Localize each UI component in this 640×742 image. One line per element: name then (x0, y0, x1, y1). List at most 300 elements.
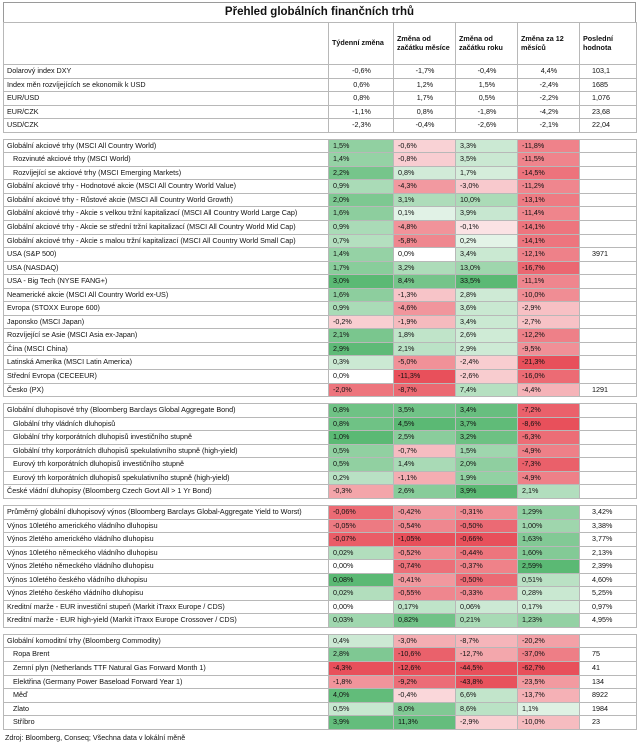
row-label: Výnos 10letého českého vládního dluhopisu (4, 573, 329, 587)
section-spacer (4, 627, 637, 634)
last-value-cell: 2,13% (580, 546, 637, 560)
ytd-change-cell: -43,8% (456, 675, 518, 689)
table-row (4, 302, 637, 316)
change-12m-cell: -4,9% (518, 444, 580, 458)
last-value-cell (580, 261, 637, 275)
ytd-change-cell: -0,37% (456, 560, 518, 574)
table-row (4, 505, 637, 519)
mtd-change-cell: 0,82% (394, 614, 456, 628)
row-label: Česko (PX) (4, 383, 329, 397)
row-label: Globální komoditní trhy (Bloomberg Commodity) (4, 634, 329, 648)
table-row (4, 689, 637, 703)
row-label: Neamerické akcie (MSCI All Country World ex-US) (4, 288, 329, 302)
mtd-change-cell: -1,9% (394, 315, 456, 329)
weekly-change-cell: 1,5% (329, 139, 394, 153)
mtd-change-cell: -1,7% (394, 65, 456, 79)
weekly-change-cell: 0,7% (329, 234, 394, 248)
change-12m-cell: -16,0% (518, 370, 580, 384)
weekly-change-cell: -0,3% (329, 485, 394, 499)
change-12m-cell: -14,1% (518, 234, 580, 248)
change-12m-cell: -6,3% (518, 431, 580, 445)
table-row (4, 166, 637, 180)
mtd-change-cell: 2,6% (394, 485, 456, 499)
ytd-change-cell: -0,1% (456, 221, 518, 235)
ytd-change-cell: 0,21% (456, 614, 518, 628)
spacer-cell (580, 498, 637, 505)
row-label: Výnos 2letého německého vládního dluhopisu (4, 560, 329, 574)
row-label: Index měn rozvíjejících se ekonomik k USD (4, 78, 329, 92)
weekly-change-cell: 0,02% (329, 546, 394, 560)
table-row (4, 248, 637, 262)
row-label: Čína (MSCI China) (4, 342, 329, 356)
mtd-change-cell: 8,0% (394, 702, 456, 716)
weekly-change-cell: -0,07% (329, 533, 394, 547)
last-value-cell: 1291 (580, 383, 637, 397)
table-row (4, 275, 637, 289)
weekly-change-cell: 0,8% (329, 404, 394, 418)
last-value-cell: 8922 (580, 689, 637, 703)
weekly-change-cell: 2,0% (329, 193, 394, 207)
table-row (4, 234, 637, 248)
table-row (4, 139, 637, 153)
ytd-change-cell: 3,4% (456, 404, 518, 418)
table-row (4, 193, 637, 207)
last-value-cell (580, 139, 637, 153)
row-label: Stříbro (4, 716, 329, 730)
row-label: Dolarový index DXY (4, 65, 329, 79)
mtd-change-cell: 3,1% (394, 193, 456, 207)
table-row (4, 702, 637, 716)
row-label: Rozvíjející se akciové trhy (MSCI Emerging Markets) (4, 166, 329, 180)
row-label: Zemní plyn (Netherlands TTF Natural Gas Forward Month 1) (4, 661, 329, 675)
mtd-change-cell: -1,3% (394, 288, 456, 302)
change-12m-cell: -12,1% (518, 248, 580, 262)
change-12m-cell: -14,5% (518, 166, 580, 180)
row-label: USA - Big Tech (NYSE FANG+) (4, 275, 329, 289)
table-row (4, 587, 637, 601)
table-row (4, 207, 637, 221)
spacer-cell (329, 627, 394, 634)
row-label: Střední Evropa (CECEEUR) (4, 370, 329, 384)
last-value-cell (580, 180, 637, 194)
table-row (4, 342, 637, 356)
table-row (4, 444, 637, 458)
change-12m-cell: -11,2% (518, 180, 580, 194)
mtd-change-cell: -1,1% (394, 471, 456, 485)
spacer-cell (456, 397, 518, 404)
last-value-cell (580, 404, 637, 418)
change-12m-cell: -16,7% (518, 261, 580, 275)
last-value-cell (580, 356, 637, 370)
mtd-change-cell: -0,8% (394, 153, 456, 167)
last-value-cell: 75 (580, 648, 637, 662)
weekly-change-cell: 0,5% (329, 458, 394, 472)
weekly-change-cell: 1,6% (329, 288, 394, 302)
ytd-change-cell: 2,9% (456, 342, 518, 356)
change-12m-cell: -10,0% (518, 716, 580, 730)
row-label: EUR/CZK (4, 105, 329, 119)
weekly-change-cell: -2,3% (329, 119, 394, 133)
ytd-change-cell: 0,2% (456, 234, 518, 248)
row-label: Rozvinuté akciové trhy (MSCI World) (4, 153, 329, 167)
mtd-change-cell: 4,5% (394, 417, 456, 431)
ytd-change-cell: 3,5% (456, 153, 518, 167)
row-label: USD/CZK (4, 119, 329, 133)
weekly-change-cell: 0,5% (329, 444, 394, 458)
weekly-change-cell: 3,0% (329, 275, 394, 289)
ytd-change-cell: -2,9% (456, 716, 518, 730)
weekly-change-cell: -1,1% (329, 105, 394, 119)
mtd-change-cell: -10,6% (394, 648, 456, 662)
change-12m-cell: -9,5% (518, 342, 580, 356)
table-row (4, 356, 637, 370)
ytd-change-cell: -2,4% (456, 356, 518, 370)
weekly-change-cell: 2,9% (329, 342, 394, 356)
weekly-change-cell: 0,5% (329, 702, 394, 716)
header-mtd: Změna od začátku měsíce (394, 23, 456, 65)
last-value-cell: 1,076 (580, 92, 637, 106)
mtd-change-cell: 8,4% (394, 275, 456, 289)
ytd-change-cell: -8,7% (456, 634, 518, 648)
table-row (4, 648, 637, 662)
table-row (4, 675, 637, 689)
table-row (4, 261, 637, 275)
spacer-cell (518, 627, 580, 634)
header-weekly: Týdenní změna (329, 23, 394, 65)
ytd-change-cell: 8,6% (456, 702, 518, 716)
weekly-change-cell: 0,8% (329, 92, 394, 106)
row-label: USA (S&P 500) (4, 248, 329, 262)
ytd-change-cell: 2,8% (456, 288, 518, 302)
section-spacer (4, 132, 637, 139)
ytd-change-cell: 7,4% (456, 383, 518, 397)
weekly-change-cell: -0,6% (329, 65, 394, 79)
spacer-cell (394, 132, 456, 139)
last-value-cell (580, 342, 637, 356)
last-value-cell (580, 234, 637, 248)
last-value-cell: 41 (580, 661, 637, 675)
ytd-change-cell: 1,9% (456, 471, 518, 485)
change-12m-cell: -4,2% (518, 105, 580, 119)
last-value-cell: 2,39% (580, 560, 637, 574)
last-value-cell (580, 458, 637, 472)
change-12m-cell: 2,1% (518, 485, 580, 499)
weekly-change-cell: 0,0% (329, 370, 394, 384)
change-12m-cell: 1,63% (518, 533, 580, 547)
weekly-change-cell: 2,8% (329, 648, 394, 662)
mtd-change-cell: 1,7% (394, 92, 456, 106)
spacer-cell (518, 498, 580, 505)
change-12m-cell: -10,0% (518, 288, 580, 302)
mtd-change-cell: 1,4% (394, 458, 456, 472)
mtd-change-cell: -0,4% (394, 689, 456, 703)
last-value-cell: 3,38% (580, 519, 637, 533)
last-value-cell (580, 207, 637, 221)
mtd-change-cell: 1,2% (394, 78, 456, 92)
weekly-change-cell: 1,7% (329, 261, 394, 275)
spacer-cell (518, 132, 580, 139)
last-value-cell (580, 275, 637, 289)
row-label: Průměrný globální dluhopisový výnos (Bloomberg Barclays Global-Aggregate Yield to Worst) (4, 505, 329, 519)
row-label: Globální akciové trhy (MSCI All Country World) (4, 139, 329, 153)
change-12m-cell: -2,4% (518, 78, 580, 92)
row-label: Globální akciové trhy - Akcie s malou tržní kapitalizací (MSCI All Country World Small Cap) (4, 234, 329, 248)
ytd-change-cell: 3,4% (456, 315, 518, 329)
table-row (4, 105, 637, 119)
ytd-change-cell: 0,5% (456, 92, 518, 106)
last-value-cell (580, 153, 637, 167)
last-value-cell: 3,77% (580, 533, 637, 547)
table-row (4, 383, 637, 397)
row-label: Globální trhy korporátních dluhopisů investičního stupně (4, 431, 329, 445)
last-value-cell (580, 166, 637, 180)
last-value-cell: 0,97% (580, 600, 637, 614)
table-row (4, 471, 637, 485)
ytd-change-cell: 1,5% (456, 78, 518, 92)
table-row (4, 661, 637, 675)
ytd-change-cell: 2,6% (456, 329, 518, 343)
row-label: Globální akciové trhy - Akcie se střední tržní kapitalizací (MSCI All Country World Mid Cap) (4, 221, 329, 235)
last-value-cell: 4,95% (580, 614, 637, 628)
table-row (4, 92, 637, 106)
last-value-cell (580, 431, 637, 445)
table-row (4, 404, 637, 418)
spacer-cell (4, 397, 329, 404)
row-label: Globální akciové trhy - Akcie s velkou tržní kapitalizací (MSCI All Country World Large Cap) (4, 207, 329, 221)
row-label: Eurový trh korporátních dluhopisů spekulativního stupně (high-yield) (4, 471, 329, 485)
header-label (4, 23, 329, 65)
table-row (4, 634, 637, 648)
ytd-change-cell: 3,9% (456, 485, 518, 499)
ytd-change-cell: -0,31% (456, 505, 518, 519)
header-row (4, 23, 637, 65)
row-label: Kreditní marže - EUR investiční stupeň (Markit iTraxx Europe / CDS) (4, 600, 329, 614)
section-spacer (4, 397, 637, 404)
weekly-change-cell: -4,3% (329, 661, 394, 675)
last-value-cell: 1984 (580, 702, 637, 716)
last-value-cell: 5,25% (580, 587, 637, 601)
table-row (4, 485, 637, 499)
table-row (4, 716, 637, 730)
mtd-change-cell: -0,4% (394, 119, 456, 133)
change-12m-cell: -13,1% (518, 193, 580, 207)
ytd-change-cell: 3,3% (456, 139, 518, 153)
last-value-cell: 3,42% (580, 505, 637, 519)
row-label: EUR/USD (4, 92, 329, 106)
ytd-change-cell: -3,0% (456, 180, 518, 194)
weekly-change-cell: -2,0% (329, 383, 394, 397)
mtd-change-cell: -0,55% (394, 587, 456, 601)
change-12m-cell: -12,2% (518, 329, 580, 343)
ytd-change-cell: 33,5% (456, 275, 518, 289)
spacer-cell (580, 627, 637, 634)
ytd-change-cell: -0,33% (456, 587, 518, 601)
ytd-change-cell: 0,06% (456, 600, 518, 614)
change-12m-cell: -2,2% (518, 92, 580, 106)
mtd-change-cell: -4,8% (394, 221, 456, 235)
ytd-change-cell: -2,6% (456, 370, 518, 384)
table-row (4, 417, 637, 431)
spacer-cell (4, 132, 329, 139)
mtd-change-cell: 0,17% (394, 600, 456, 614)
spacer-cell (394, 397, 456, 404)
row-label: Globální akciové trhy - Hodnotové akcie (MSCI All Country World Value) (4, 180, 329, 194)
change-12m-cell: -2,7% (518, 315, 580, 329)
change-12m-cell: -8,6% (518, 417, 580, 431)
table-row (4, 153, 637, 167)
change-12m-cell: 4,4% (518, 65, 580, 79)
mtd-change-cell: 0,8% (394, 105, 456, 119)
weekly-change-cell: 0,02% (329, 587, 394, 601)
last-value-cell (580, 370, 637, 384)
weekly-change-cell: 0,00% (329, 600, 394, 614)
mtd-change-cell: -8,7% (394, 383, 456, 397)
last-value-cell: 23,68 (580, 105, 637, 119)
change-12m-cell: 0,17% (518, 600, 580, 614)
table-row (4, 65, 637, 79)
row-label: Eurový trh korporátních dluhopisů investičního stupně (4, 458, 329, 472)
change-12m-cell: -7,2% (518, 404, 580, 418)
last-value-cell (580, 634, 637, 648)
table-row (4, 546, 637, 560)
mtd-change-cell: -0,7% (394, 444, 456, 458)
ytd-change-cell: -0,44% (456, 546, 518, 560)
row-label: Globální akciové trhy - Růstové akcie (MSCI All Country World Growth) (4, 193, 329, 207)
spacer-cell (4, 498, 329, 505)
mtd-change-cell: 1,8% (394, 329, 456, 343)
ytd-change-cell: -44,5% (456, 661, 518, 675)
weekly-change-cell: 0,9% (329, 221, 394, 235)
row-label: České vládní dluhopisy (Bloomberg Czech Govt All > 1 Yr Bond) (4, 485, 329, 499)
spacer-cell (580, 397, 637, 404)
last-value-cell: 23 (580, 716, 637, 730)
mtd-change-cell: 0,0% (394, 248, 456, 262)
row-label: Ropa Brent (4, 648, 329, 662)
weekly-change-cell: 0,4% (329, 634, 394, 648)
change-12m-cell: -4,4% (518, 383, 580, 397)
weekly-change-cell: 4,0% (329, 689, 394, 703)
change-12m-cell: -11,5% (518, 153, 580, 167)
header-12m: Změna za 12 měsíců (518, 23, 580, 65)
row-label: Měď (4, 689, 329, 703)
row-label: Výnos 2letého českého vládního dluhopisu (4, 587, 329, 601)
ytd-change-cell: 3,2% (456, 431, 518, 445)
mtd-change-cell: -0,74% (394, 560, 456, 574)
change-12m-cell: 1,00% (518, 519, 580, 533)
mtd-change-cell: -0,6% (394, 139, 456, 153)
row-label: Výnos 10letého amerického vládního dluhopisu (4, 519, 329, 533)
ytd-change-cell: -0,66% (456, 533, 518, 547)
change-12m-cell: -13,7% (518, 689, 580, 703)
table-row (4, 600, 637, 614)
last-value-cell (580, 329, 637, 343)
change-12m-cell: -20,2% (518, 634, 580, 648)
mtd-change-cell: 3,2% (394, 261, 456, 275)
row-label: Globální trhy vládních dluhopisů (4, 417, 329, 431)
ytd-change-cell: -0,50% (456, 519, 518, 533)
change-12m-cell: -21,3% (518, 356, 580, 370)
change-12m-cell: -2,9% (518, 302, 580, 316)
mtd-change-cell: -0,41% (394, 573, 456, 587)
spacer-cell (329, 498, 394, 505)
spacer-cell (456, 627, 518, 634)
mtd-change-cell: 2,5% (394, 431, 456, 445)
ytd-change-cell: 2,0% (456, 458, 518, 472)
table-row (4, 614, 637, 628)
weekly-change-cell: 2,1% (329, 329, 394, 343)
ytd-change-cell: 6,6% (456, 689, 518, 703)
last-value-cell (580, 417, 637, 431)
table-row (4, 458, 637, 472)
change-12m-cell: -11,4% (518, 207, 580, 221)
change-12m-cell: -11,1% (518, 275, 580, 289)
table-row (4, 119, 637, 133)
weekly-change-cell: 0,03% (329, 614, 394, 628)
last-value-cell: 1685 (580, 78, 637, 92)
table-row (4, 573, 637, 587)
weekly-change-cell: 0,00% (329, 560, 394, 574)
mtd-change-cell: -12,6% (394, 661, 456, 675)
table-row (4, 78, 637, 92)
change-12m-cell: 2,59% (518, 560, 580, 574)
row-label: Výnos 10letého německého vládního dluhopisu (4, 546, 329, 560)
ytd-change-cell: 10,0% (456, 193, 518, 207)
change-12m-cell: -2,1% (518, 119, 580, 133)
row-label: USA (NASDAQ) (4, 261, 329, 275)
ytd-change-cell: -2,6% (456, 119, 518, 133)
table-row (4, 560, 637, 574)
spacer-cell (4, 627, 329, 634)
row-label: Japonsko (MSCI Japan) (4, 315, 329, 329)
mtd-change-cell: 3,5% (394, 404, 456, 418)
weekly-change-cell: -0,05% (329, 519, 394, 533)
ytd-change-cell: 1,7% (456, 166, 518, 180)
last-value-cell (580, 221, 637, 235)
last-value-cell (580, 193, 637, 207)
table-row (4, 431, 637, 445)
weekly-change-cell: -1,8% (329, 675, 394, 689)
weekly-change-cell: 0,3% (329, 356, 394, 370)
weekly-change-cell: 0,9% (329, 302, 394, 316)
change-12m-cell: -62,7% (518, 661, 580, 675)
mtd-change-cell: -0,42% (394, 505, 456, 519)
last-value-cell (580, 315, 637, 329)
ytd-change-cell: 3,4% (456, 248, 518, 262)
weekly-change-cell: 1,6% (329, 207, 394, 221)
mtd-change-cell: -4,6% (394, 302, 456, 316)
table-row (4, 370, 637, 384)
ytd-change-cell: -0,4% (456, 65, 518, 79)
table-row (4, 221, 637, 235)
last-value-cell: 134 (580, 675, 637, 689)
change-12m-cell: -7,3% (518, 458, 580, 472)
last-value-cell (580, 485, 637, 499)
spacer-cell (580, 132, 637, 139)
mtd-change-cell: -1,05% (394, 533, 456, 547)
change-12m-cell: 0,28% (518, 587, 580, 601)
weekly-change-cell: 1,0% (329, 431, 394, 445)
change-12m-cell: -23,5% (518, 675, 580, 689)
table-body (4, 65, 637, 730)
mtd-change-cell: -0,54% (394, 519, 456, 533)
weekly-change-cell: 0,2% (329, 471, 394, 485)
last-value-cell (580, 302, 637, 316)
spacer-cell (518, 397, 580, 404)
spacer-cell (329, 132, 394, 139)
table-row (4, 533, 637, 547)
row-label: Globální dluhopisové trhy (Bloomberg Barclays Global Aggregate Bond) (4, 404, 329, 418)
change-12m-cell: -4,9% (518, 471, 580, 485)
